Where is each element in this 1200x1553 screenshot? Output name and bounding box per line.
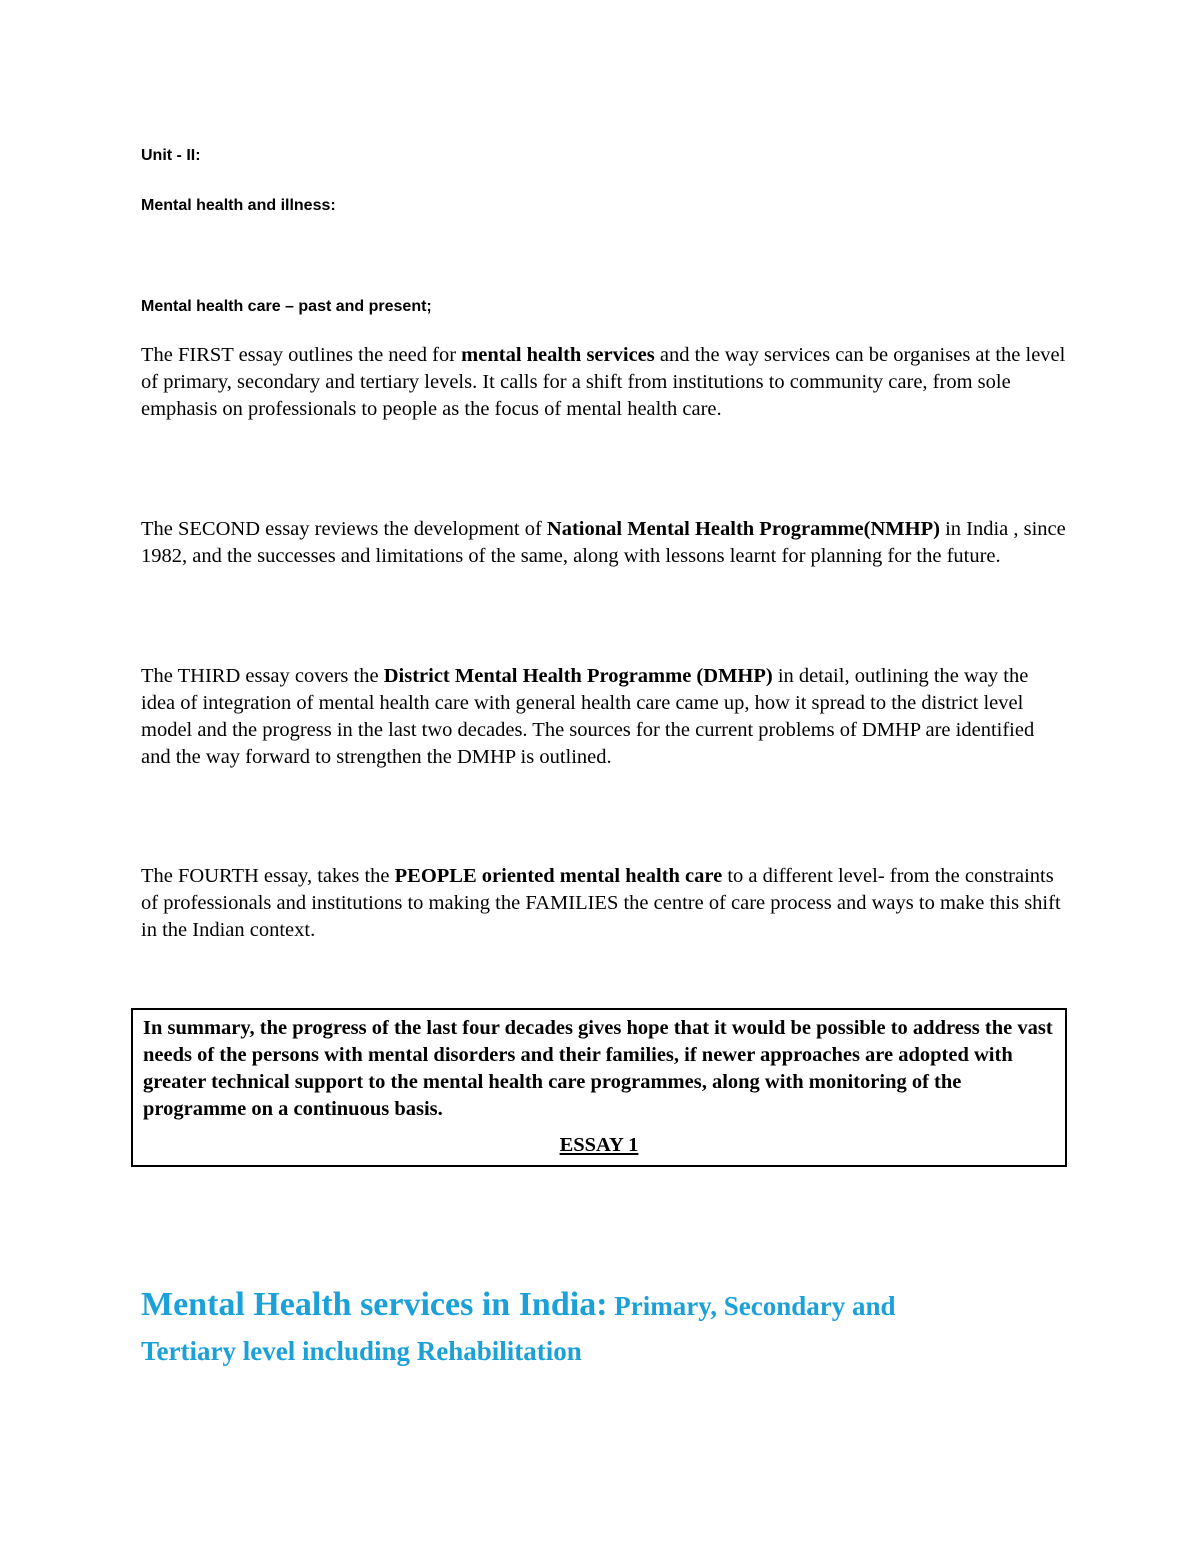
paragraph-first-essay [141, 342, 1066, 423]
paragraph-text: in India , since 1982, and the successes and limitations of the same, along with lessons learnt for planning for the future. [141, 518, 1066, 567]
unit-heading: Unit - II: [141, 147, 201, 164]
paragraph-bold-term: PEOPLE oriented mental health care [394, 865, 723, 887]
paragraph-text: to a different level- from the constraints of professionals and institutions to making the FAMILIES the centre of care process and ways to make this shift in the Indian context. [141, 865, 1061, 941]
paragraph-third-essay [141, 663, 1066, 771]
summary-box [131, 1008, 1067, 1167]
essay-title-rest: Primary, Secondary and [607, 1291, 896, 1321]
paragraph-second-essay [141, 516, 1066, 570]
paragraph-text: The SECOND essay reviews the development of [141, 518, 547, 540]
paragraph-fourth-essay [141, 863, 1066, 944]
paragraph-text: and the way services can be organises at the level of primary, secondary and tertiary levels. It calls for a shift from institutions to community care, from sole emphasis on professionals to people as the focus of mental health care. [141, 344, 1066, 420]
essay-label: ESSAY 1 [559, 1134, 639, 1156]
paragraph-text: The THIRD essay covers the [141, 665, 384, 687]
essay-title-rest-line2: Tertiary level including Rehabilitation [141, 1336, 582, 1366]
paragraph-text: in detail, outlining the way the idea of integration of mental health care with general health care came up, how it spread to the district level model and the progress in the last two decades. The sources for the current problems of DMHP are identified and the way forward to strengthen the DMHP is outlined. [141, 665, 1035, 768]
summary-text: In summary, the progress of the last four decades gives hope that it would be possible to address the vast needs of the persons with mental disorders and their families, if newer approaches are adopted with greater technical support to the mental health care programmes, along with monitoring of the programme on a continuous basis. [143, 1017, 1053, 1120]
paragraph-text: The FOURTH essay, takes the [141, 865, 395, 887]
section-heading: Mental health and illness: [141, 197, 336, 214]
essay-title-main: Mental Health services in India: [141, 1286, 608, 1323]
subsection-heading: Mental health care – past and present; [141, 298, 432, 315]
paragraph-bold-term: District Mental Health Programme (DMHP) [383, 665, 773, 687]
paragraph-text: The FIRST essay outlines the need for [141, 344, 462, 366]
essay-title [141, 1285, 1071, 1376]
paragraph-bold-term: National Mental Health Programme(NMHP) [546, 518, 940, 540]
paragraph-bold-term: mental health services [461, 344, 655, 366]
